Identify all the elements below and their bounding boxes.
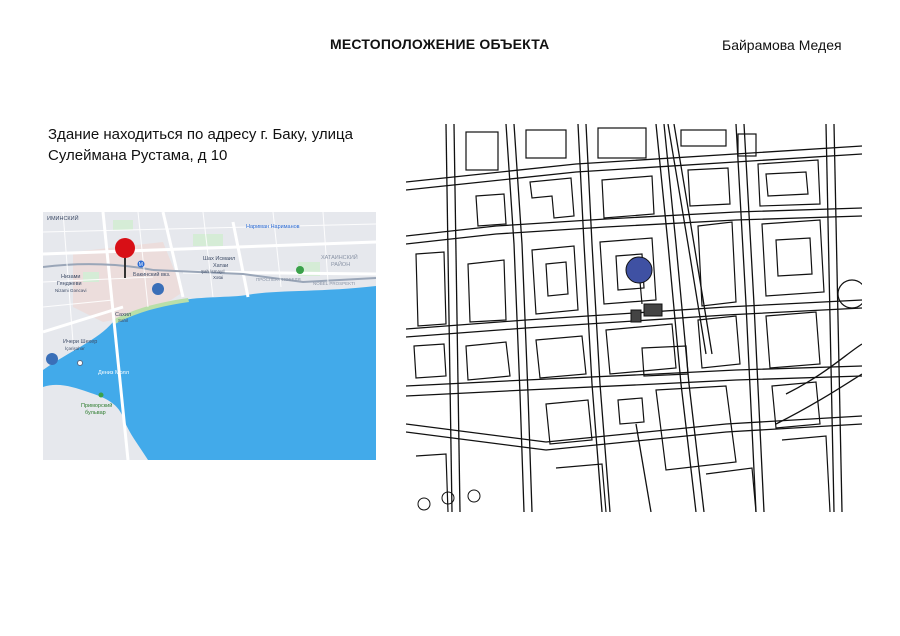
svg-text:M: M xyxy=(138,262,143,268)
landmark-icon xyxy=(152,283,164,295)
label-nizami: Низами xyxy=(61,274,81,280)
flame-towers-icon xyxy=(46,353,58,365)
address-description xyxy=(48,124,378,166)
object-location-marker xyxy=(626,257,652,304)
label-imishli: ИМИНСКИЙ xyxy=(47,216,79,222)
label-icheri: Ичери Шехер xyxy=(63,339,98,345)
label-shah: Шах Исмаил xyxy=(203,256,236,262)
label-park1: Приморский xyxy=(81,403,113,409)
label-icheri-lat: İçərişəhər xyxy=(65,346,85,351)
label-sahil: Сахил xyxy=(115,312,132,318)
page-title: МЕСТОПОЛОЖЕНИЕ ОБЪЕКТА xyxy=(330,36,550,52)
label-park2: бульвар xyxy=(85,410,106,416)
tree-symbols xyxy=(418,490,480,510)
label-prospekt-lat: NOBEL PROSPEKTI xyxy=(313,281,356,286)
address-line-1: Здание находиться по адресу г. Баку, улица xyxy=(48,126,353,143)
label-nariman: Нариман Нариманов xyxy=(246,224,300,230)
label-xetai: Xətai xyxy=(213,275,224,280)
label-prospekt: ПРОСПЕКТ НОБЕЛЯ xyxy=(256,277,301,282)
city-map[interactable] xyxy=(43,212,376,460)
label-rayon1: ХАТАИНСКИЙ xyxy=(321,255,358,261)
label-khatai: Хатаи xyxy=(213,263,229,269)
label-shah-lat: Şah İsmayıl xyxy=(201,269,225,274)
label-sahil-lat: Sahil xyxy=(118,318,129,323)
site-plan-map[interactable] xyxy=(406,124,862,512)
label-deniz: Дениз Молл xyxy=(98,370,129,376)
address-line-2: Сулеймана Рустама, д 10 xyxy=(48,147,228,164)
label-gandjevi: Гянджеви xyxy=(57,281,82,287)
poi-icon xyxy=(78,361,83,366)
label-vokzal: Бакинский вкз. xyxy=(133,272,171,278)
park-icon xyxy=(296,266,304,274)
park-poi-icon xyxy=(99,393,104,398)
label-rayon2: РАЙОН xyxy=(331,262,351,268)
label-nizami-lat: Nizami Gəncəvi xyxy=(55,288,87,293)
author-name: Байрамова Медея xyxy=(722,37,842,53)
